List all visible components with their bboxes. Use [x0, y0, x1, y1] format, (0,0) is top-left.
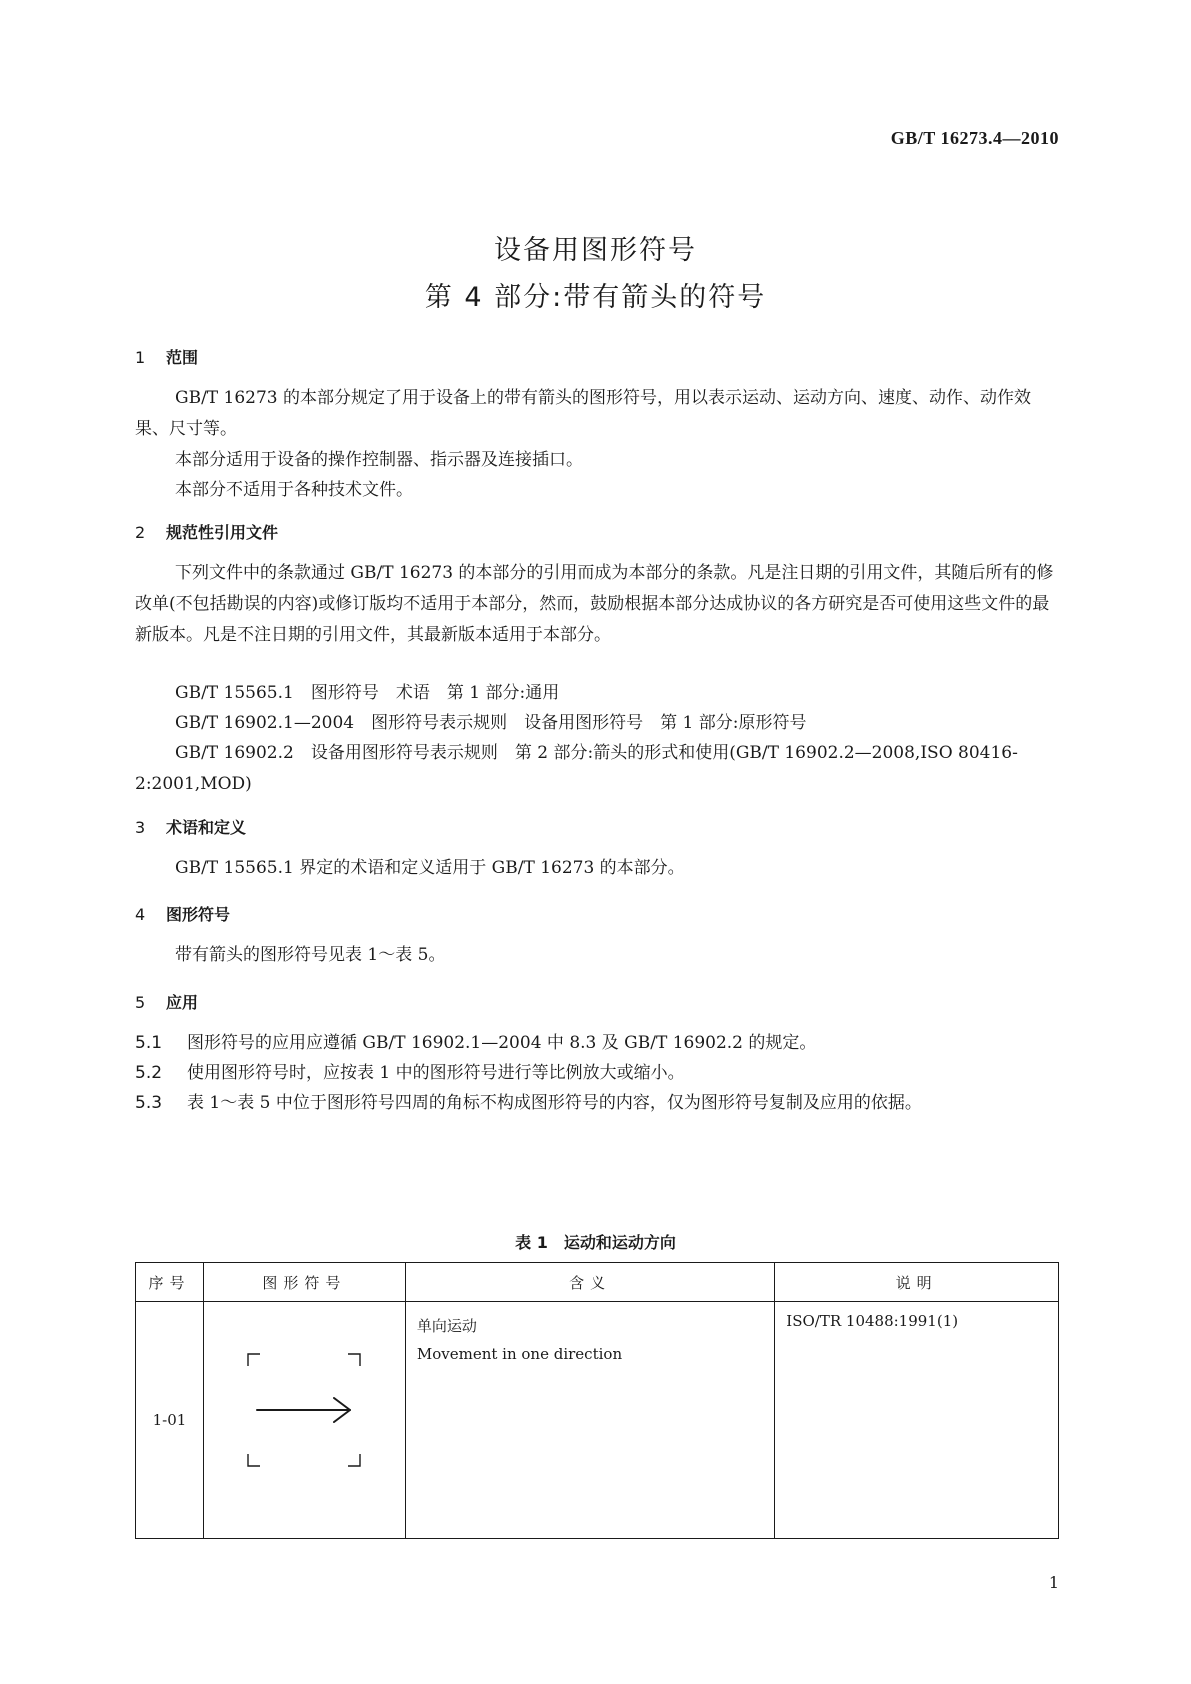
meaning-english: Movement in one direction: [416, 1345, 623, 1363]
clause-5-1: [135, 1028, 1059, 1059]
header-meaning: 含义: [405, 1263, 774, 1302]
standard-code: GB/T 16273.4—2010: [890, 128, 1059, 148]
section-number: 2: [135, 523, 146, 542]
clause-5-3: [135, 1088, 1059, 1119]
section-2-heading: [135, 520, 278, 543]
reference-item: GB/T 16902.2 设备用图形符号表示规则 第 2 部分:箭头的形式和使用(GB/T 16902.2—2008,ISO 80416-2:2001,MOD): [135, 743, 1018, 794]
clause-text: 使用图形符号时，应按表 1 中的图形符号进行等比例放大或缩小。: [187, 1063, 685, 1083]
corner-mark: [348, 1454, 360, 1466]
reference-item: GB/T 16902.1—2004 图形符号表示规则 设备用图形符号 第 1 部分:原形符号: [175, 713, 807, 733]
section-5-heading: [135, 990, 198, 1013]
paragraph: 带有箭头的图形符号见表 1～表 5。: [175, 945, 446, 965]
note-cell: ISO/TR 10488:1991(1): [775, 1302, 1059, 1539]
section-number: 4: [135, 905, 146, 924]
paragraph: GB/T 16273 的本部分规定了用于设备上的带有箭头的图形符号，用以表示运动、运动方向、速度、动作、动作效果、尺寸等。: [135, 388, 1032, 439]
row-number: 1-01: [136, 1302, 204, 1539]
page-number: 1: [1048, 1573, 1059, 1592]
corner-mark: [248, 1354, 260, 1366]
section-title: 规范性引用文件: [166, 523, 279, 542]
section-title: 术语和定义: [166, 818, 247, 837]
symbol-cell: [203, 1302, 405, 1539]
paragraph: GB/T 15565.1 界定的术语和定义适用于 GB/T 16273 的本部分。: [175, 858, 685, 878]
section-number: 1: [135, 348, 146, 367]
header-note: 说明: [775, 1263, 1059, 1302]
section-1-heading: [135, 345, 198, 368]
symbol-table: [135, 1262, 1059, 1539]
table-row: [136, 1302, 1059, 1539]
paragraph: 下列文件中的条款通过 GB/T 16273 的本部分的引用而成为本部分的条款。凡是注日期的引用文件，其随后所有的修改单(不包括勘误的内容)或修订版均不适用于本部分，然而，鼓励根据本部分达成协议的各方研究是否可使用这些文件的最新版本。凡是不注日期的引用文件，其最新版本适用于本部分。: [135, 563, 1054, 645]
clause-number: 5.3: [135, 1093, 163, 1113]
section-3-heading: [135, 815, 246, 838]
header-symbol: 图形符号: [203, 1263, 405, 1302]
section-title: 应用: [166, 993, 199, 1012]
paragraph: 本部分适用于设备的操作控制器、指示器及连接插口。: [175, 450, 583, 470]
meaning-cell: [405, 1302, 774, 1539]
section-number: 5: [135, 993, 146, 1012]
section-title: 图形符号: [166, 905, 231, 924]
clause-number: 5.2: [135, 1063, 163, 1083]
section-number: 3: [135, 818, 146, 837]
clause-5-2: [135, 1058, 1059, 1089]
section-4-heading: [135, 902, 230, 925]
document-title: 设备用图形符号: [494, 235, 697, 266]
corner-mark: [348, 1354, 360, 1366]
document-subtitle: 第 4 部分:带有箭头的符号: [424, 282, 767, 313]
clause-text: 图形符号的应用应遵循 GB/T 16902.1—2004 中 8.3 及 GB/T 16902.2 的规定。: [187, 1033, 817, 1053]
clause-number: 5.1: [135, 1033, 163, 1053]
arrow-shape: [257, 1398, 350, 1422]
table-header-row: [136, 1263, 1059, 1302]
section-title: 范围: [166, 348, 199, 367]
reference-item: GB/T 15565.1 图形符号 术语 第 1 部分:通用: [175, 683, 560, 703]
meaning-chinese: 单向运动: [416, 1317, 477, 1335]
clause-text: 表 1～表 5 中位于图形符号四周的角标不构成图形符号的内容，仅为图形符号复制及应用的依据。: [187, 1093, 922, 1113]
corner-mark: [248, 1454, 260, 1466]
header-number: 序号: [136, 1263, 204, 1302]
table-caption: 表 1 运动和运动方向: [515, 1233, 676, 1252]
paragraph: 本部分不适用于各种技术文件。: [175, 480, 413, 500]
arrow-right-icon: [204, 1302, 404, 1518]
